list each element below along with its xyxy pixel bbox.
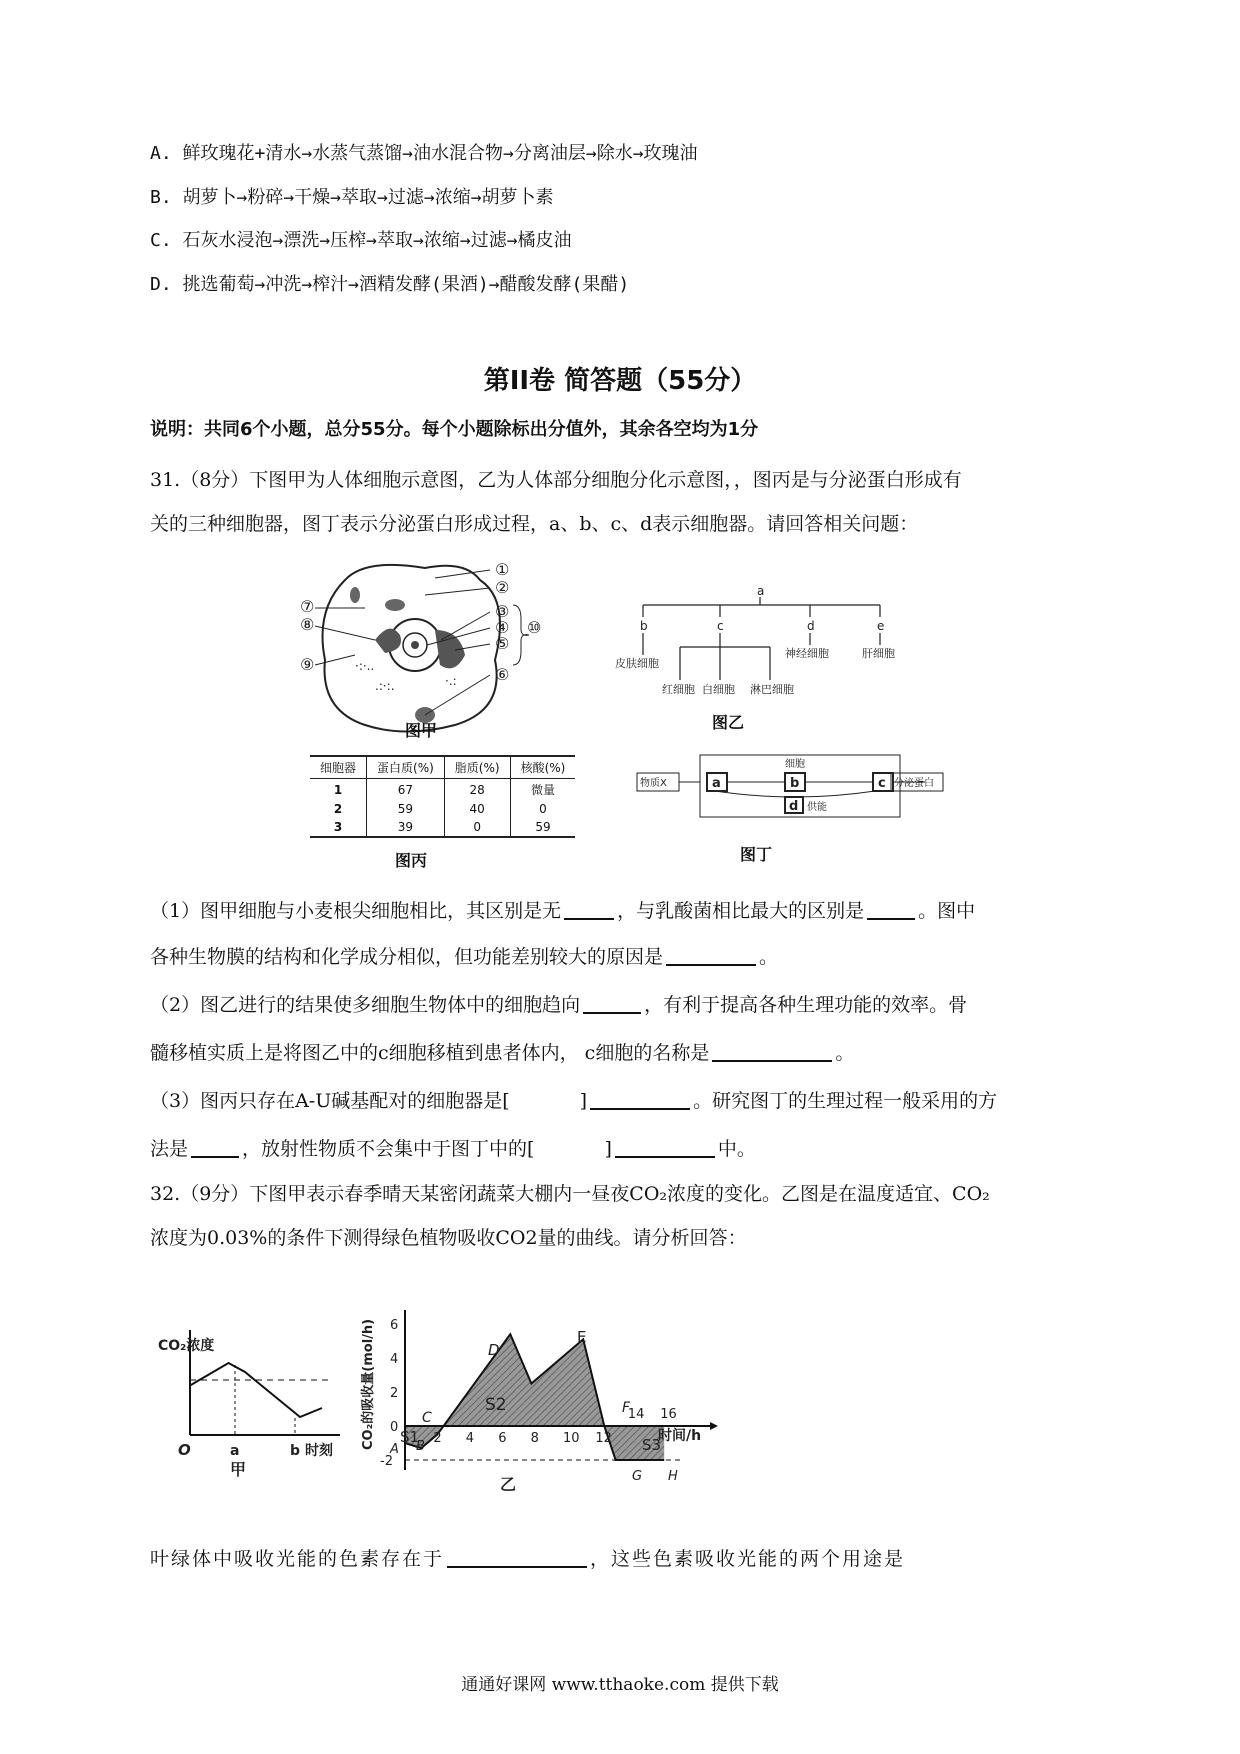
yi-x-tick: 10 [563,1431,580,1446]
figure-ding-caption: 图丁 [740,845,773,864]
q31-p1e: 。 [759,946,779,968]
q31-p3g: 中。 [717,1138,756,1160]
section-title: 第II卷 简答题（55分） [483,366,757,396]
q31-p3d: 法是 [150,1138,189,1160]
q31-part1-line1 [150,898,975,923]
ding-cell-label: 细胞 [785,759,805,770]
q32-line1: 32.（9分）下图甲表示春季晴天某密闭蔬菜大棚内一昼夜CO₂浓度的变化。乙图是在温度适宜、CO₂ [150,1183,990,1205]
yi-point-f: F [622,1400,631,1416]
figure-jia [300,560,555,740]
q31-p1a: （1）图甲细胞与小麦根尖细胞相比，其区别是无 [150,900,562,922]
q31-p3c: 。研究图丁的生理过程一般采用的方 [693,1090,998,1112]
yi-cell-skin: 皮肤细胞 [615,657,659,670]
svg-text:·:·..: ·:·.. [355,659,375,673]
q31-part2-line2 [150,1040,854,1065]
yi-point-e: E [577,1328,587,1346]
chart-jia [150,1325,350,1479]
svg-text:.:·:.: .:·:. [375,679,395,693]
yi-branch-b: b [640,619,648,633]
q31-p2a: （2）图乙进行的结果使多细胞生物体中的细胞趋向 [150,994,581,1016]
bing-cell: 0 [510,800,575,818]
organelle-label-6: ⑥ [495,665,510,684]
yi-xlabel: 时间/h [658,1428,702,1444]
organelle-label-9: ⑨ [300,655,315,674]
bing-header: 核酸(%) [510,756,575,779]
yi-x-tick: 2 [433,1431,442,1446]
answer-blank[interactable] [590,1088,690,1110]
bing-header: 细胞器 [320,761,357,775]
chart-yi [350,1300,730,1494]
figure-bing-caption: 图丙 [395,851,428,870]
yi-x-tick: 6 [498,1431,507,1446]
bing-cell: 59 [367,800,445,818]
yi-x-tick: 14 [627,1407,645,1422]
q32-last-a: 叶绿体中吸收光能的色素存在于 [150,1548,445,1570]
q31-part1-line2 [150,944,778,969]
yi-cell-nerve: 神经细胞 [785,647,829,660]
organelle-label-1: ① [495,560,510,579]
yi-y-tick: 0 [390,1420,399,1435]
q31-p3e: ，放射性物质不会集中于图丁中的[ [242,1138,535,1160]
yi-x-tick: 16 [660,1407,677,1422]
yi-cell-lymph: 淋巴细胞 [750,683,794,696]
ding-node-a: a [712,776,721,791]
bing-cell: 40 [444,800,510,818]
yi-x-arrow [710,1422,718,1430]
figure-yi-caption: 图乙 [712,713,745,732]
yi-cell-liver: 肝细胞 [862,647,895,660]
ding-node-b: b [790,776,800,791]
bing-cell: 3 [333,820,343,834]
q32-last-line [150,1546,905,1571]
option-a: A. 鲜玫瑰花+清水→水蒸气蒸馏→油水混合物→分离油层→除水→玫瑰油 [150,143,698,164]
yi-ylabel: CO₂的吸收量(mol/h) [361,1318,376,1450]
bing-cell: 0 [444,818,510,837]
yi-point-d: D [488,1341,500,1359]
ding-output: 分泌蛋白 [894,778,934,789]
organelle-label-2: ② [495,578,510,597]
yi-branch-d: d [807,619,815,633]
answer-blank[interactable] [615,1136,715,1158]
q31-p1c: 。图中 [918,900,976,922]
yi-x-tick: 8 [530,1431,539,1446]
q31-part3-line2 [150,1136,756,1161]
q31-p3a: （3）图丙只存在A-U碱基配对的细胞器是[ [150,1090,510,1112]
q32-line2: 浓度为0.03%的条件下测得绿色植物吸收CO2量的曲线。请分析回答： [150,1227,747,1249]
answer-blank[interactable] [191,1136,239,1158]
yi-point-g: G [632,1469,643,1484]
organelle-label-10: ⑩ [527,618,542,637]
ding-d-label: 供能 [807,802,827,813]
jia-tick-o: O [178,1441,191,1459]
bing-cell: 2 [333,802,343,816]
page-footer: 通通好课网 www.tthaoke.com 提供下载 [461,1675,779,1695]
jia-ylabel: CO₂浓度 [158,1338,215,1354]
jia-curve [190,1363,322,1417]
bing-cell: 67 [367,779,445,801]
q31-p2c: 髓移植实质上是将图乙中的c细胞移植到患者体内， c细胞的名称是 [150,1042,710,1064]
yi-y-tick: 4 [390,1352,399,1367]
answer-blank[interactable] [564,898,614,920]
yi-cell-rbc: 红细胞 [662,683,695,696]
figure-yi [610,585,910,715]
yi-branch-c: c [717,619,724,633]
q31-line1: 31.（8分）下图甲为人体细胞示意图，乙为人体部分细胞分化示意图，，图丙是与分泌蛋白形成有 [150,469,962,491]
answer-blank[interactable] [666,944,756,966]
q31-p2d: 。 [835,1042,855,1064]
q31-p3b: ] [579,1090,588,1112]
yi-cell-wbc: 白细胞 [702,683,735,696]
q31-p3f: ] [604,1138,612,1160]
option-d: D. 挑选葡萄→冲洗→榨汁→酒精发酵(果酒)→醋酸发酵(果醋) [150,274,630,295]
jia-xlabel: 时刻 [305,1443,333,1459]
answer-blank[interactable] [583,992,641,1014]
figure-bing-table [310,755,575,838]
answer-blank[interactable] [447,1546,587,1568]
q31-p1d: 各种生物膜的结构和化学成分相似，但功能差别较大的原因是 [150,946,664,968]
bing-header: 蛋白质(%) [367,756,445,779]
option-b: B. 胡萝卜→粉碎→干燥→萃取→过滤→浓缩→胡萝卜素 [150,187,554,208]
yi-point-c: C [422,1410,432,1426]
yi-title: 乙 [500,1475,517,1494]
yi-y-tick: -2 [380,1454,393,1469]
yi-point-h: H [668,1469,678,1484]
q31-p2b: ，有利于提高各种生理功能的效率。骨 [644,994,968,1016]
answer-blank[interactable] [867,898,915,920]
yi-branch-e: e [877,619,885,633]
yi-area-s1: S1 [400,1428,420,1446]
figure-ding [635,745,945,845]
yi-point-a: A [390,1442,399,1457]
jia-tick-a: a [230,1443,240,1459]
yi-x-tick: 4 [465,1431,475,1446]
jia-tick-b: b [290,1443,301,1459]
jia-title: 甲 [230,1460,247,1479]
yi-area-s3: S3 [642,1436,662,1454]
answer-blank[interactable] [712,1040,832,1062]
ding-node-d: d [789,799,799,814]
bing-cell: 28 [444,779,510,801]
svg-text:·.:: ·.: [445,674,457,688]
organelle-label-5: ⑤ [495,634,510,653]
yi-area-s2: S2 [485,1395,507,1415]
ding-input: 物质X [640,778,667,789]
q31-line2: 关的三种细胞器，图丁表示分泌蛋白形成过程，a、b、c、d表示细胞器。请回答相关问题： [150,513,919,535]
bing-header: 脂质(%) [444,756,510,779]
q31-part2-line1 [150,992,967,1017]
ding-node-c: c [878,776,886,791]
figure-jia-caption: 图甲 [405,721,438,740]
organelle-label-4: ④ [495,618,510,637]
organelle-label-8: ⑧ [300,615,315,634]
option-c: C. 石灰水浸泡→漂洗→压榨→萃取→浓缩→过滤→橘皮油 [150,230,572,251]
yi-top-a: a [757,584,765,598]
bing-cell: 微量 [510,779,575,801]
organelle-label-7: ⑦ [300,597,315,616]
bing-cell: 59 [510,818,575,837]
q31-p1b: ，与乳酸菌相比最大的区别是 [617,900,865,922]
instructions: 说明：共同6个小题，总分55分。每个小题除标出分值外，其余各空均为1分 [150,419,759,440]
yi-y-tick: 6 [390,1318,399,1333]
yi-y-tick: 2 [390,1386,399,1401]
q31-part3-line1 [150,1088,997,1113]
bing-cell: 1 [333,782,343,797]
q32-last-b: ，这些色素吸收光能的两个用途是 [590,1548,906,1570]
bing-cell: 39 [367,818,445,837]
organelle-label-3: ③ [495,602,510,621]
yi-x-tick: 12 [595,1431,612,1446]
yi-point-b: B [416,1439,425,1454]
